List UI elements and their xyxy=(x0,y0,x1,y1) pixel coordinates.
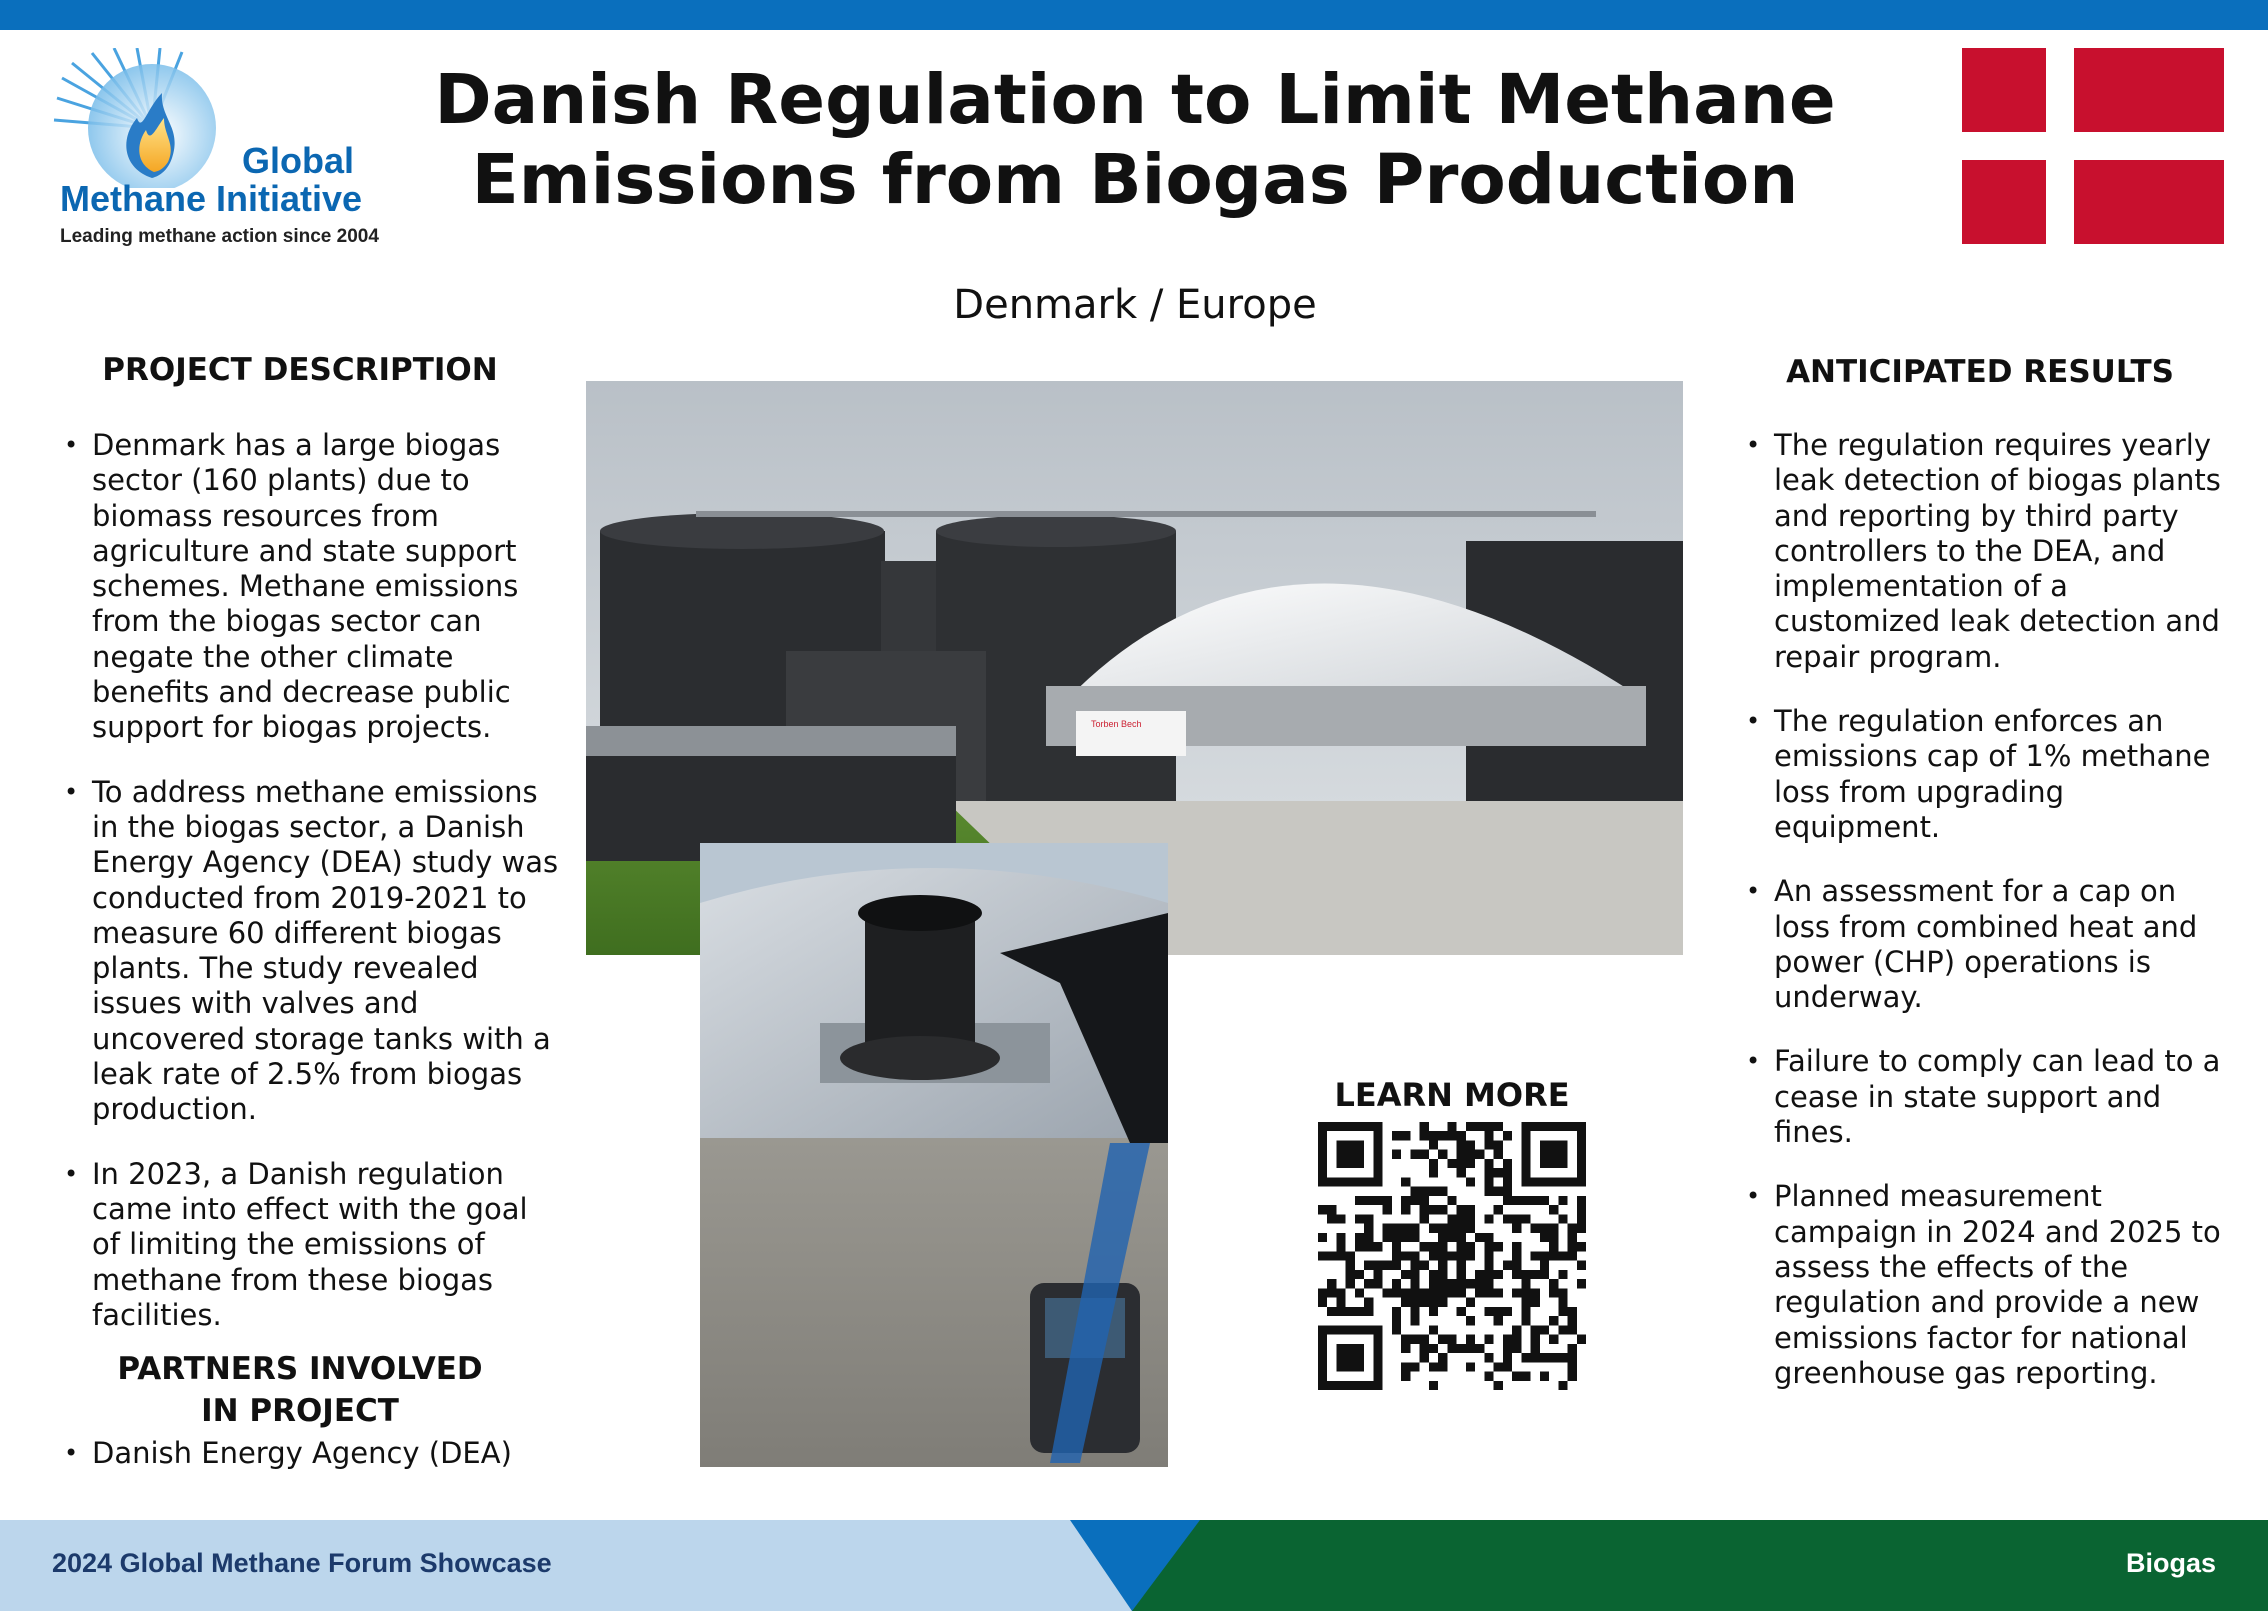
qr-code-icon[interactable] xyxy=(1318,1122,1586,1390)
anticipated-results-heading: ANTICIPATED RESULTS xyxy=(1786,354,2174,390)
van-sign: Torben Bech xyxy=(1091,719,1142,729)
title-line-1: Danish Regulation to Limit Methane xyxy=(434,60,1836,140)
footer-event-label: 2024 Global Methane Forum Showcase xyxy=(52,1548,552,1578)
list-item: • Danish Energy Agency (DEA) xyxy=(60,1436,560,1471)
anticipated-results-list xyxy=(1742,428,2232,1420)
partners-heading-line2: IN PROJECT xyxy=(201,1393,399,1429)
list-item: • To address methane emissions in the biogas sector, a Danish Energy Agency (DEA) study was conducted from 2019-2021 to measure 60 different biogas plants. The study revealed issues with valves and uncovered storage tanks with a leak rate of 2.5% from biogas production. xyxy=(60,775,560,1128)
list-item: • Denmark has a large biogas sector (160 plants) due to biomass resources from agriculture and state support schemes. Methane emissions from the biogas sector can negate the other climate benefits and decrease public support for biogas projects. xyxy=(60,428,560,746)
list-item: • The regulation requires yearly leak detection of biogas plants and reporting by third party controllers to the DEA, and implementation of a customized leak detection and repair program. xyxy=(1742,428,2232,675)
partners-heading xyxy=(80,1348,520,1432)
list-item: • Failure to comply can lead to a cease in state support and fines. xyxy=(1742,1044,2232,1150)
page-title xyxy=(420,60,1850,220)
page-subtitle: Denmark / Europe xyxy=(953,282,1317,328)
footer-right-band xyxy=(1132,1520,2268,1611)
footer-topic-label: Biogas xyxy=(2125,1548,2216,1578)
list-item: • In 2023, a Danish regulation came into effect with the goal of limiting the emissions of methane from these biogas facilities. xyxy=(60,1157,560,1333)
logo-name-line2: Methane Initiative xyxy=(60,178,363,219)
top-accent-bar xyxy=(0,0,2268,30)
leak-measurement-photo xyxy=(700,843,1168,1467)
list-item: • An assessment for a cap on loss from combined heat and power (CHP) operations is underway. xyxy=(1742,874,2232,1015)
logo-tagline: Leading methane action since 2004 xyxy=(60,226,379,247)
list-item: • The regulation enforces an emissions cap of 1% methane loss from upgrading equipment. xyxy=(1742,704,2232,845)
title-line-2: Emissions from Biogas Production xyxy=(471,140,1799,220)
partners-list xyxy=(60,1436,560,1500)
learn-more-heading: LEARN MORE xyxy=(1334,1076,1570,1114)
logo-name-line1: Global xyxy=(242,140,355,181)
gmi-logo xyxy=(52,48,412,258)
flame-globe-icon xyxy=(52,48,252,188)
partners-heading-line1: PARTNERS INVOLVED xyxy=(117,1351,483,1387)
footer-divider-triangle xyxy=(1070,1520,1200,1611)
project-description-list xyxy=(60,428,560,1362)
project-description-heading: PROJECT DESCRIPTION xyxy=(102,352,498,388)
footer xyxy=(0,1520,2268,1611)
denmark-flag-icon xyxy=(1962,48,2224,244)
list-item: • Planned measurement campaign in 2024 and 2025 to assess the effects of the regulation and provide a new emissions factor for national greenhouse gas reporting. xyxy=(1742,1179,2232,1391)
